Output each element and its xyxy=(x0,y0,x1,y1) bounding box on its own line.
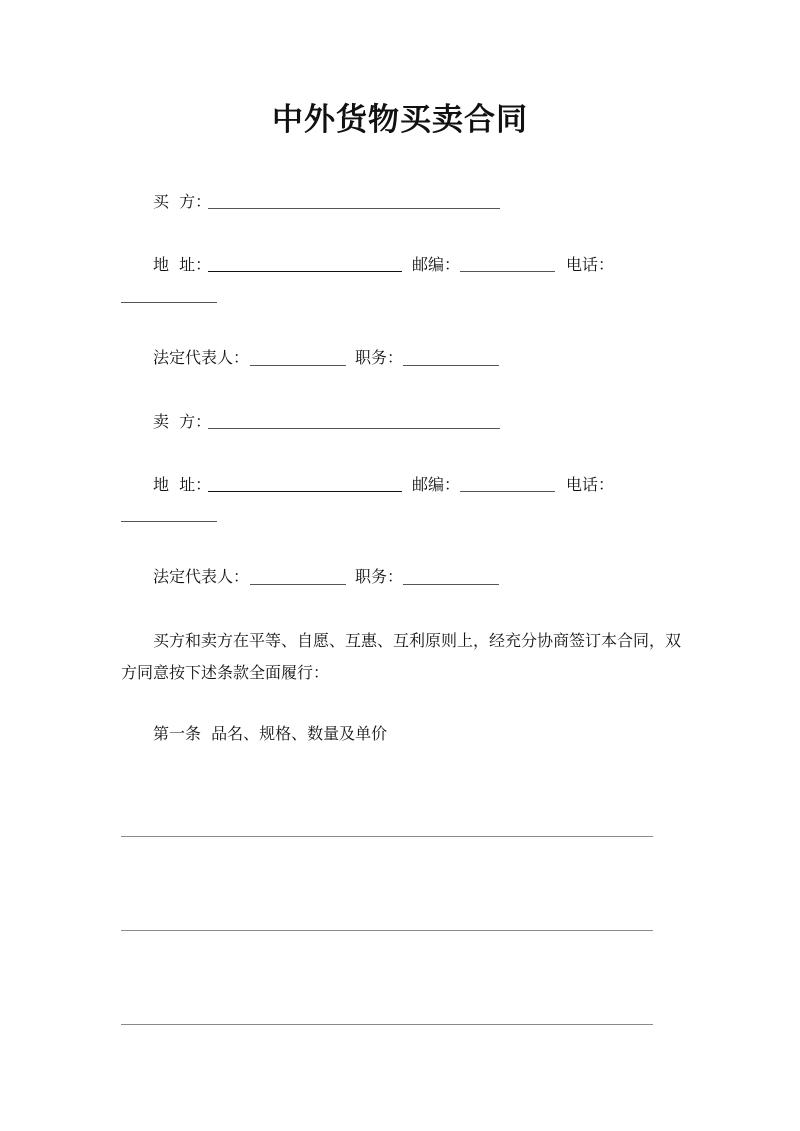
article-1-blank-line-2 xyxy=(121,930,653,931)
intro-paragraph-line-1: 买方和卖方在平等、自愿、互惠、互利原则上，经充分协商签订本合同，双 xyxy=(153,631,682,650)
seller-legal-rep-blank xyxy=(250,584,346,585)
buyer-position-label: 职务： xyxy=(355,348,404,367)
seller-postcode-label: 邮编： xyxy=(412,475,461,494)
document-title: 中外货物买卖合同 xyxy=(272,102,528,138)
seller-name-blank xyxy=(208,428,500,429)
buyer-postcode-blank xyxy=(460,271,555,272)
buyer-phone-blank xyxy=(121,302,217,303)
article-1-blank-line-1 xyxy=(121,836,653,837)
buyer-address-blank xyxy=(208,271,402,272)
buyer-phone-label: 电话： xyxy=(566,255,615,274)
seller-party-label: 卖 方： xyxy=(153,412,212,431)
seller-phone-label: 电话： xyxy=(566,475,615,494)
seller-legal-rep-label: 法定代表人： xyxy=(153,567,250,586)
seller-address-blank xyxy=(208,491,402,492)
buyer-legal-rep-blank xyxy=(250,365,346,366)
seller-position-blank xyxy=(403,584,499,585)
buyer-name-blank xyxy=(208,208,500,209)
buyer-party-label: 买 方： xyxy=(153,192,212,211)
buyer-position-blank xyxy=(403,365,499,366)
intro-paragraph-line-2: 方同意按下述条款全面履行： xyxy=(121,663,330,682)
seller-position-label: 职务： xyxy=(355,567,404,586)
seller-address-label: 地 址： xyxy=(153,475,212,494)
seller-phone-blank xyxy=(121,521,217,522)
buyer-legal-rep-label: 法定代表人： xyxy=(153,348,250,367)
buyer-postcode-label: 邮编： xyxy=(412,255,461,274)
article-1-heading: 第一条 品名、规格、数量及单价 xyxy=(153,724,388,743)
seller-postcode-blank xyxy=(460,491,555,492)
buyer-address-label: 地 址： xyxy=(153,255,212,274)
article-1-blank-line-3 xyxy=(121,1024,653,1025)
